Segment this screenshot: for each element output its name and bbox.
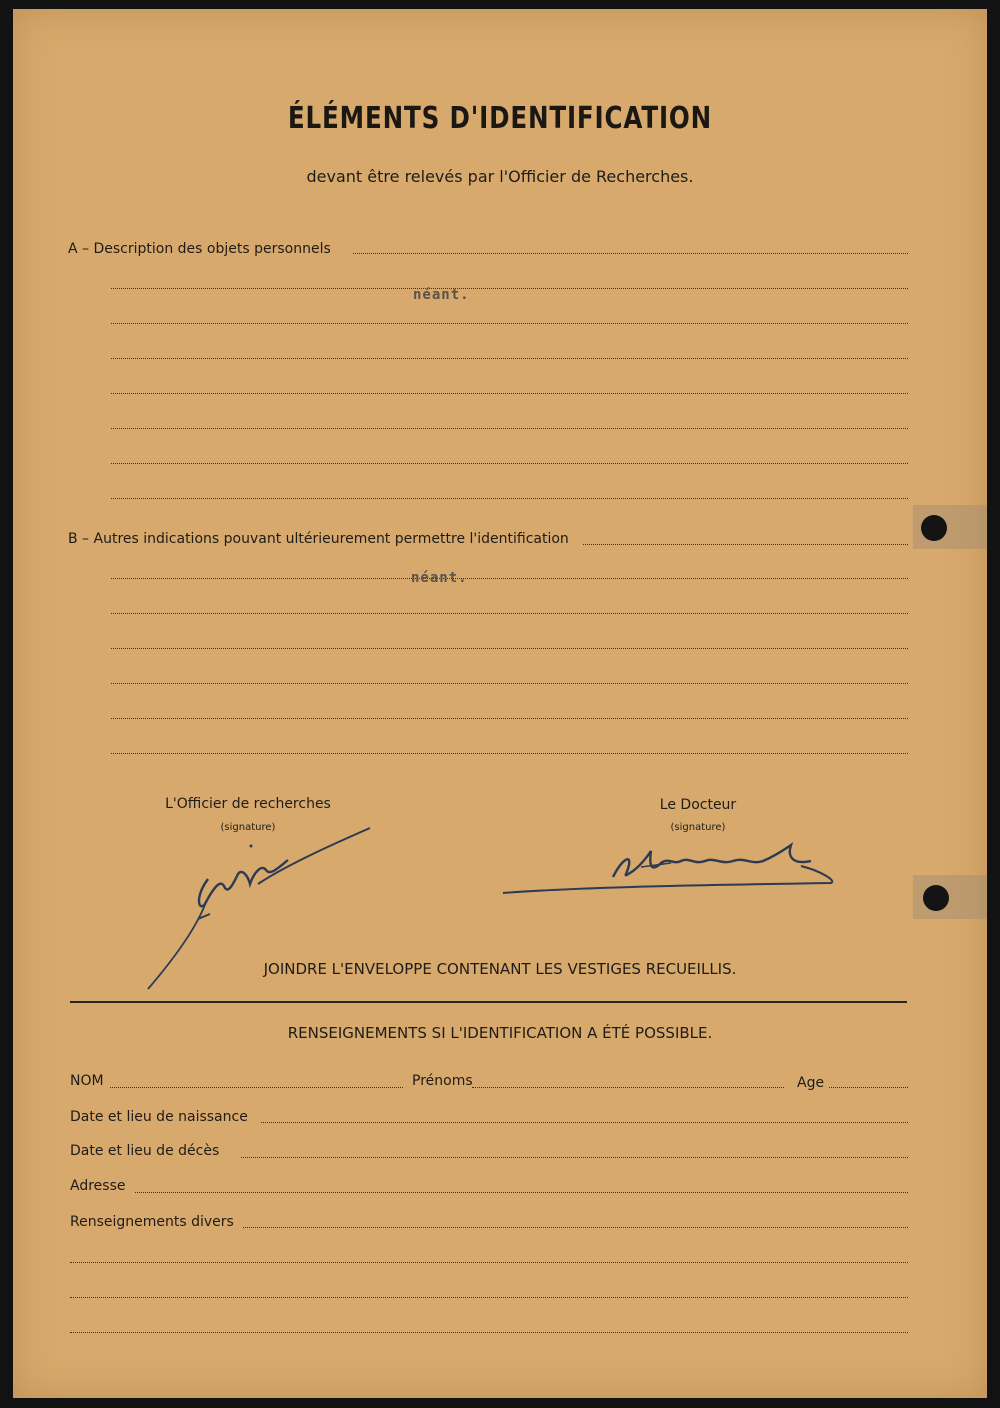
divers-label: Renseignements divers <box>70 1214 242 1230</box>
age-label: Age <box>797 1075 825 1091</box>
doctor-signature-note: (signature) <box>670 822 726 833</box>
section-a-line-1[interactable] <box>353 253 908 254</box>
nom-label: NOM <box>70 1073 104 1089</box>
divers-field-4[interactable] <box>70 1332 908 1333</box>
envelope-instruction: JOINDRE L'ENVELOPPE CONTENANT LES VESTIGES RECUEILLIS. <box>263 960 737 978</box>
naissance-field[interactable] <box>261 1122 908 1123</box>
section-a-line-5[interactable] <box>111 393 908 394</box>
identification-heading: RENSEIGNEMENTS SI L'IDENTIFICATION A ÉTÉ POSSIBLE. <box>287 1024 713 1042</box>
punch-hole-top <box>921 515 947 541</box>
section-a-line-7[interactable] <box>111 463 908 464</box>
section-divider <box>70 1001 907 1003</box>
deces-label: Date et lieu de décès <box>70 1143 227 1159</box>
divers-field-3[interactable] <box>70 1297 908 1298</box>
officer-signature-title: L'Officier de recherches <box>165 796 331 812</box>
prenoms-field[interactable] <box>472 1087 784 1088</box>
section-b-label: B – Autres indications pouvant ultérieurement permettre l'identification <box>68 531 577 547</box>
doctor-signature <box>501 831 841 911</box>
punch-hole-bottom <box>923 885 949 911</box>
page-title: ÉLÉMENTS D'IDENTIFICATION <box>287 101 713 136</box>
section-a-line-8[interactable] <box>111 498 908 499</box>
form-sheet <box>13 9 987 1398</box>
adresse-field[interactable] <box>135 1192 908 1193</box>
section-a-typed-value: néant. <box>413 287 470 303</box>
prenoms-label: Prénoms <box>412 1073 473 1089</box>
adresse-label: Adresse <box>70 1178 133 1194</box>
divers-field-2[interactable] <box>70 1262 908 1263</box>
section-b-line-1[interactable] <box>583 544 908 545</box>
deces-field[interactable] <box>241 1157 908 1158</box>
section-a-line-6[interactable] <box>111 428 908 429</box>
page-subtitle: devant être relevés par l'Officier de Recherches. <box>306 167 694 186</box>
officer-signature-note: (signature) <box>220 822 276 833</box>
section-b-line-2[interactable] <box>111 578 908 579</box>
naissance-label: Date et lieu de naissance <box>70 1109 256 1125</box>
section-b-line-6[interactable] <box>111 718 908 719</box>
nom-field[interactable] <box>110 1087 403 1088</box>
section-a-line-2[interactable] <box>111 288 908 289</box>
section-a-label: A – Description des objets personnels <box>68 241 339 257</box>
section-b-line-7[interactable] <box>111 753 908 754</box>
section-a-line-4[interactable] <box>111 358 908 359</box>
doctor-signature-title: Le Docteur <box>659 797 737 813</box>
section-b-line-4[interactable] <box>111 648 908 649</box>
age-field[interactable] <box>829 1087 908 1088</box>
section-b-line-3[interactable] <box>111 613 908 614</box>
divers-field-1[interactable] <box>241 1227 908 1228</box>
section-a-line-3[interactable] <box>111 323 908 324</box>
section-b-line-5[interactable] <box>111 683 908 684</box>
section-b-typed-value: néant. <box>411 570 468 586</box>
